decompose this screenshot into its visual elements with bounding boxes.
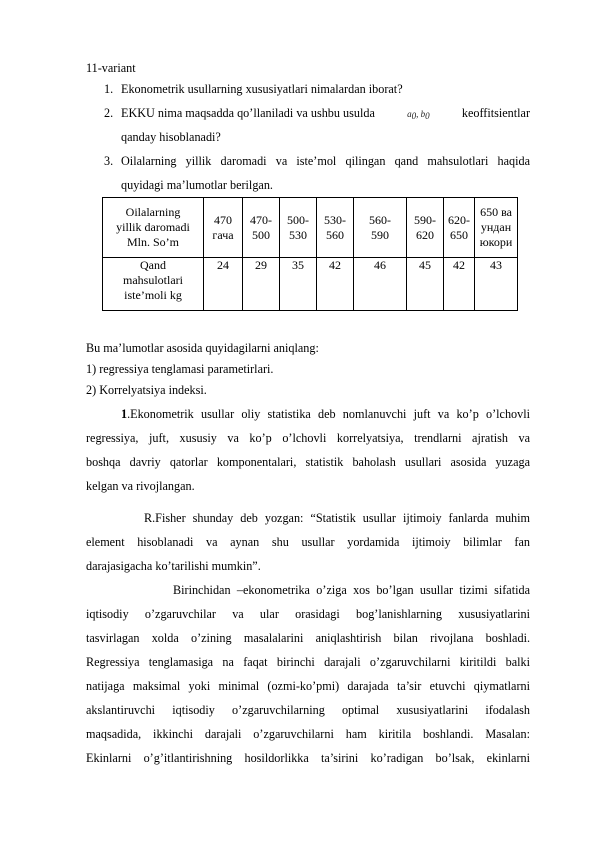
coefficient-symbols: $a_0$, $b_0$	[407, 109, 430, 121]
answer-p1-line-3: boshqa davriy qatorlar komponentalari, statistik baholash usullari asosida yuzaga	[86, 455, 530, 469]
consumption-cell: 29	[243, 258, 280, 311]
income-cell: 530- 560	[317, 198, 354, 258]
consumption-cell: 24	[204, 258, 243, 311]
question-1-number: 1.	[104, 82, 114, 96]
answer-p1-line-4: kelgan va rivojlangan.	[86, 479, 195, 493]
answer-p3-line-1: Birinchidan –ekonometrika o’ziga xos bo’lgan usullar tizimi sifatida	[173, 583, 530, 597]
consumption-cell: 46	[354, 258, 407, 311]
income-cell: 590- 620	[407, 198, 444, 258]
income-cell: 470 гача	[204, 198, 243, 258]
consumption-cell: 45	[407, 258, 444, 311]
task-item-1: 1) regressiya tenglamasi parametirlari.	[86, 362, 274, 376]
answer-p2-line-3: darajasigacha ko’tarilishi mumkin”.	[86, 559, 261, 573]
coefficient-a-subscript: 0	[411, 111, 417, 121]
income-cell: 470- 500	[243, 198, 280, 258]
question-1-text: Ekonometrik usullarning xususiyatlari nimalardan iborat?	[121, 82, 403, 96]
question-3-line-1: Oilalarning yillik daromadi va iste’mol qilingan qand mahsulotlari haqida	[121, 154, 530, 168]
tasks-intro: Bu ma’lumotlar asosida quyidagilarni aniqlang:	[86, 341, 319, 355]
income-cell: 650 ва ундан юкори	[475, 198, 518, 258]
data-table	[102, 197, 518, 311]
answer-p1-line-1: 1.Ekonometrik usullar oliy statistika deb nomlanuvchi juft va ko’p o’lchovli	[121, 407, 530, 421]
question-2-line-1	[121, 105, 530, 124]
income-cell: 500- 530	[280, 198, 317, 258]
income-row-header: Oilalarning yillik daromadi Mln. So’m	[103, 198, 204, 258]
variant-heading: 11-variant	[86, 61, 136, 75]
income-cell: 620- 650	[444, 198, 475, 258]
consumption-cell: 42	[317, 258, 354, 311]
answer-p3-line-2: iqtisodiy o’zgaruvchilar va ular orasidagi bog’lanishlarning xususiyatlarini	[86, 607, 530, 621]
answer-p3-line-5: natijaga maksimal yoki minimal (ozmi-ko’pmi) darajada ta’sir etuvchi qiymatlarni	[86, 679, 530, 693]
answer-p3-line-4: Regressiya tenglamasiga na faqat birinchi darajali o’zgaruvchilarni kiritildi balki	[86, 655, 530, 669]
income-cell: 560- 590	[354, 198, 407, 258]
question-3-line-2: quyidagi ma’lumotlar berilgan.	[121, 178, 273, 192]
question-2-line-2: qanday hisoblanadi?	[121, 130, 221, 144]
question-3-number: 3.	[104, 154, 114, 168]
coefficient-b: b	[420, 109, 426, 119]
answer-p3-line-7: maqsadida, ikkinchi darajali o’zgaruvchilarni ham kiritila boshlandi. Masalan:	[86, 727, 530, 741]
answer-p3-line-8: Ekinlarni o’g’itlantirishning hosildorlikka ta’sirini ko’radigan bo’lsak, ekinlarni	[86, 751, 530, 765]
answer-p1-number: 1	[121, 407, 128, 421]
answer-p2-line-2: element hisoblanadi va aynan shu usullar yordamida ijtimoiy bilimlar fan	[86, 535, 530, 549]
consumption-cell: 35	[280, 258, 317, 311]
consumption-row-header: Qand mahsulotlari iste’moli kg	[103, 258, 204, 311]
task-item-2: 2) Korrelyatsiya indeksi.	[86, 383, 207, 397]
question-2-number: 2.	[104, 106, 114, 120]
answer-p3-line-3: tasvirlagan xolda o’zining masalalarini aniqlashtirish bilan rivojlana boshladi.	[86, 631, 530, 645]
question-2-text-before: EKKU nima maqsadda qo’llaniladi va ushbu usulda	[121, 106, 375, 120]
income-row	[103, 198, 518, 258]
consumption-row	[103, 258, 518, 311]
question-2-text-after: keoffitsientlar	[461, 106, 530, 120]
answer-p2-line-1: R.Fisher shunday deb yozgan: “Statistik usullar ijtimoiy fanlarda muhim	[144, 511, 530, 525]
answer-p1-line-2: regressiya, juft, xususiy va ko’p o’lchovli korrelyatsiya, trendlarni ajratish va	[86, 431, 530, 445]
answer-p3-line-6: akslantiruvchi iqtisodiy o’zgaruvchilarning optimal xususiyatlarini ifodalash	[86, 703, 530, 717]
coefficient-b-subscript: 0	[425, 111, 430, 121]
consumption-cell: 42	[444, 258, 475, 311]
consumption-cell: 43	[475, 258, 518, 311]
coefficient-a: a	[407, 109, 412, 119]
